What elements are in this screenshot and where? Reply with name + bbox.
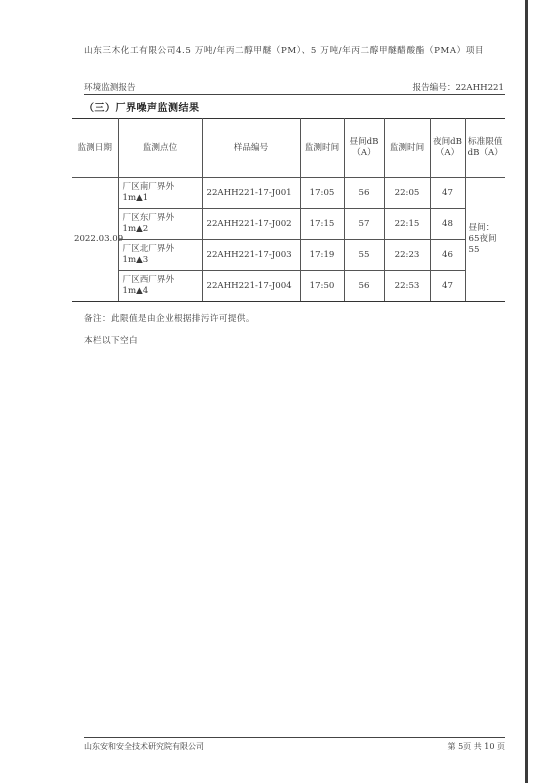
table-row: [72, 240, 505, 271]
table-row: [72, 209, 505, 240]
day-time-cell: 17:50: [300, 271, 344, 302]
sample-cell: 22AHH221-17-J004: [202, 271, 300, 302]
remark-note: 备注：此限值是由企业根据排污许可提供。: [84, 314, 255, 324]
standard-limit: 昼间：65夜间55: [465, 178, 505, 302]
table-row: [72, 178, 505, 209]
night-time-cell: 22:05: [384, 178, 430, 209]
header-rule: [84, 94, 505, 95]
blank-below-notice: 本栏以下空白: [84, 336, 138, 346]
header-sample: 样品编号: [202, 119, 300, 178]
monitoring-date: 2022.03.09: [72, 178, 118, 302]
footer-organization: 山东安和安全技术研究院有限公司: [84, 742, 204, 751]
day-db-cell: 56: [344, 178, 384, 209]
page-edge-bar: [525, 0, 528, 783]
table-row: [72, 271, 505, 302]
night-db-cell: 47: [430, 178, 465, 209]
footer-rule: [84, 737, 505, 738]
day-time-cell: 17:19: [300, 240, 344, 271]
table-header-row: [72, 119, 505, 178]
report-number: 报告编号：22AHH221: [412, 83, 504, 93]
night-time-cell: 22:23: [384, 240, 430, 271]
page-number: 第 5页 共 10 页: [447, 742, 505, 751]
night-db-cell: 48: [430, 209, 465, 240]
point-cell: 厂区西厂界外1m▲4: [118, 271, 202, 302]
point-cell: 厂区东厂界外1m▲2: [118, 209, 202, 240]
project-title: 山东三木化工有限公司4.5 万吨/年丙二醇甲醚（PM）、5 万吨/年丙二醇甲醚醋酸酯（PMA）项目: [84, 46, 485, 56]
header-standard: 标准限值dB（A）: [465, 119, 505, 178]
point-cell: 厂区北厂界外1m▲3: [118, 240, 202, 271]
day-db-cell: 56: [344, 271, 384, 302]
section-title: （三）厂界噪声监测结果: [84, 103, 200, 114]
day-time-cell: 17:05: [300, 178, 344, 209]
header-night-db: 夜间dB（A）: [430, 119, 465, 178]
night-db-cell: 46: [430, 240, 465, 271]
sample-cell: 22AHH221-17-J003: [202, 240, 300, 271]
noise-results-table: [72, 118, 505, 302]
day-db-cell: 57: [344, 209, 384, 240]
night-time-cell: 22:15: [384, 209, 430, 240]
day-time-cell: 17:15: [300, 209, 344, 240]
sample-cell: 22AHH221-17-J002: [202, 209, 300, 240]
point-cell: 厂区南厂界外1m▲1: [118, 178, 202, 209]
document-name: 环境监测报告: [84, 83, 136, 93]
day-db-cell: 55: [344, 240, 384, 271]
header-day-db: 昼间dB（A）: [344, 119, 384, 178]
header-night-time: 监测时间: [384, 119, 430, 178]
night-time-cell: 22:53: [384, 271, 430, 302]
night-db-cell: 47: [430, 271, 465, 302]
header-point: 监测点位: [118, 119, 202, 178]
header-day-time: 监测时间: [300, 119, 344, 178]
header-date: 监测日期: [72, 119, 118, 178]
sample-cell: 22AHH221-17-J001: [202, 178, 300, 209]
header-subline: [84, 81, 504, 93]
